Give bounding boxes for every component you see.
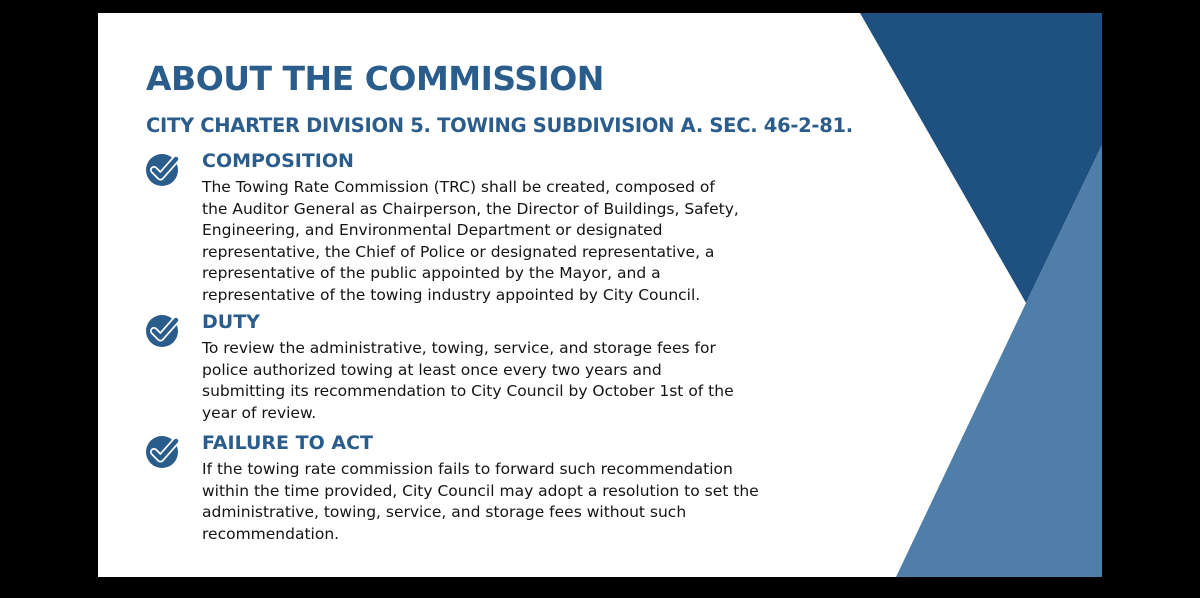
checkmark-badge-icon	[144, 150, 184, 190]
body-line: The Towing Rate Commission (TRC) shall be created, composed of	[202, 178, 715, 196]
section-title: COMPOSITION	[202, 150, 354, 172]
section-title: FAILURE TO ACT	[202, 432, 373, 454]
body-line: administrative, towing, service, and storage fees without such	[202, 503, 687, 521]
body-line: If the towing rate commission fails to forward such recommendation	[202, 460, 733, 478]
page-title: ABOUT THE COMMISSION	[146, 59, 604, 98]
section-body	[202, 459, 822, 545]
body-line: representative of the towing industry appointed by City Council.	[202, 285, 701, 304]
section-title: DUTY	[202, 311, 260, 333]
body-line: the Auditor General as Chairperson, the Director of Buildings, Safety,	[202, 199, 739, 218]
section-body	[202, 338, 822, 424]
body-line: year of review.	[202, 403, 317, 422]
body-line: To review the administrative, towing, service, and storage fees for	[202, 339, 716, 357]
section-body	[202, 177, 822, 306]
checkmark-badge-icon	[144, 432, 184, 472]
body-line: within the time provided, City Council may adopt a resolution to set the	[202, 481, 759, 500]
body-line: representative of the public appointed by the Mayor, and a	[202, 264, 661, 282]
checkmark-badge-icon	[144, 311, 184, 351]
body-line: submitting its recommendation to City Council by October 1st of the	[202, 382, 734, 400]
slide	[98, 13, 1102, 577]
body-line: recommendation.	[202, 524, 340, 543]
body-line: Engineering, and Environmental Department or designated	[202, 221, 663, 239]
body-line: representative, the Chief of Police or designated representative, a	[202, 242, 715, 261]
page-subtitle: CITY CHARTER DIVISION 5. TOWING SUBDIVISION A. SEC. 46-2-81.	[146, 114, 853, 137]
body-line: police authorized towing at least once every two years and	[202, 360, 662, 379]
